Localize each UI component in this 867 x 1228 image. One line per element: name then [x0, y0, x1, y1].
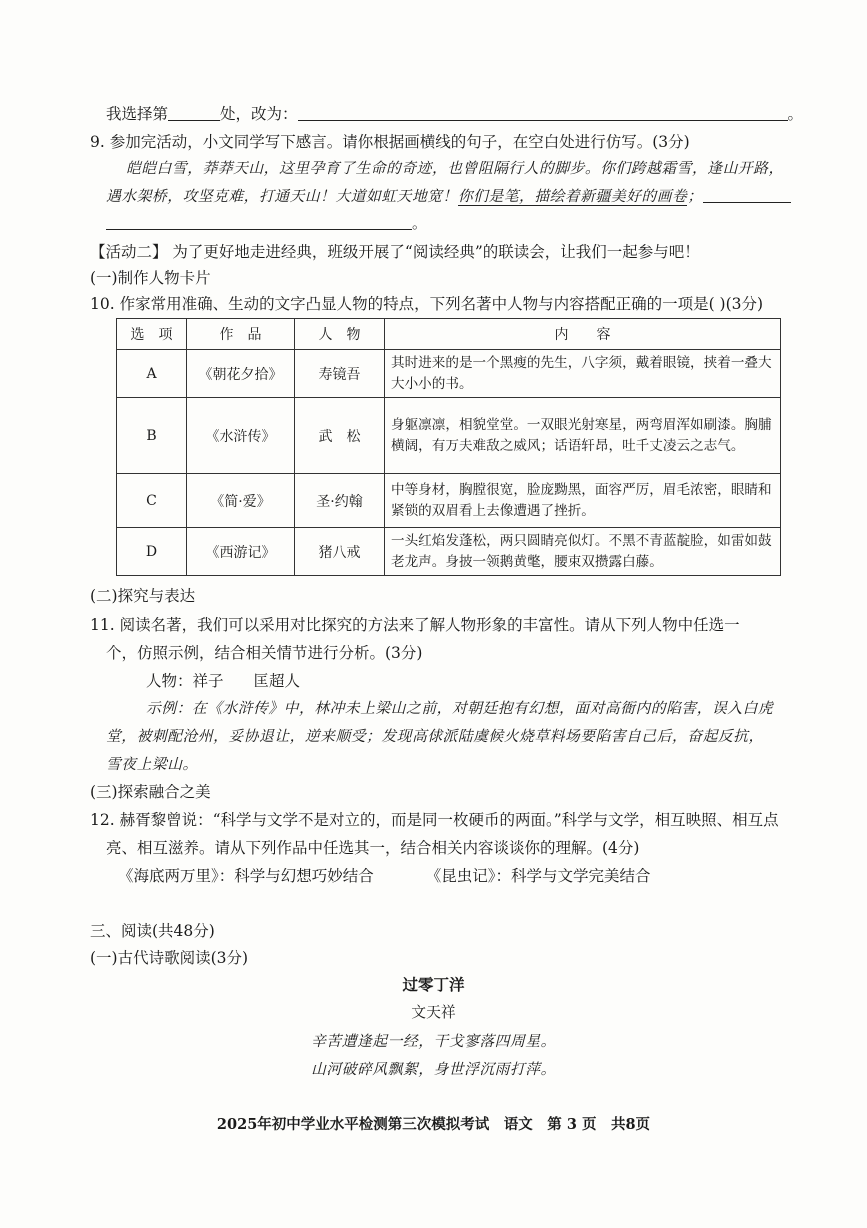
option-cell: A: [117, 350, 187, 398]
q9-stem: 9. 参加完活动，小文同学写下感言。请你根据画横线的句子，在空白处进行仿写。(3分): [90, 133, 690, 151]
q9-text-line: 皑皑白雪，莽莽天山，这里孕育了生命的奇迹，也曾阻隔行人的脚步。你们跨越霜雪，逢山开路，: [126, 160, 784, 177]
q8-answer-line: 我选择第 处，改为： 。: [106, 105, 804, 123]
q11-example: 雪夜上梁山。: [106, 756, 198, 773]
answer-blank[interactable]: [168, 104, 220, 121]
answer-blank[interactable]: [703, 186, 791, 203]
content-cell: 身躯凛凛，相貌堂堂。一双眼光射寒星，两弯眉浑如刷漆。胸脯横阔，有万夫难敌之威风；话语轩昂，吐千丈凌云之志气。: [385, 398, 781, 474]
work-cell: 《简·爱》: [187, 474, 295, 528]
content-cell: 其时进来的是一个黑瘦的先生，八字须，戴着眼镜，挟着一叠大大小小的书。: [385, 350, 781, 398]
option-cell: D: [117, 528, 187, 576]
table-row: [117, 528, 781, 576]
person-cell: 武 松: [295, 398, 385, 474]
poem-author: 文天祥: [411, 1004, 456, 1021]
q9-answer-line: 。: [106, 212, 427, 233]
activity-heading: 【活动二】 为了更好地走进经典，班级开展了“阅读经典”的联读会，让我们一起参与吧！: [90, 243, 700, 261]
section-heading: (二)探究与表达: [90, 587, 196, 605]
table-row: [117, 474, 781, 528]
poem-line: 山河破碎风飘絮，身世浮沉雨打萍。: [311, 1061, 556, 1078]
content-cell: 一头红焰发蓬松，两只圆睛亮似灯。不黑不青蓝靛脸，如雷如鼓老龙声。身披一领鹅黄氅，腰束双攒露白藤。: [385, 528, 781, 576]
header-cell: 内 容: [385, 319, 781, 350]
q12-stem: 12. 赫胥黎曾说：“科学与文学不是对立的，而是同一枚硬币的两面。”科学与文学，相互映照、相互点: [90, 811, 779, 829]
poem-title: 过零丁洋: [402, 975, 465, 994]
answer-blank[interactable]: [298, 104, 788, 121]
section-heading: (三)探索融合之美: [90, 783, 211, 801]
work-cell: 《朝花夕拾》: [187, 350, 295, 398]
work-cell: 《西游记》: [187, 528, 295, 576]
table-header-row: [117, 319, 781, 350]
q11-stem: 11. 阅读名著，我们可以采用对比探究的方法来了解人物形象的丰富性。请从下列人物中任选一: [90, 616, 740, 634]
q12-works: 《海底两万里》：科学与幻想巧妙结合 《昆虫记》：科学与文学完美结合: [118, 867, 651, 885]
person-cell: 寿镜吾: [295, 350, 385, 398]
header-cell: 人 物: [295, 319, 385, 350]
q10-table: [116, 318, 781, 576]
q10-stem: 10. 作家常用准确、生动的文字凸显人物的特点，下列名著中人物与内容搭配正确的一项是( )(3分): [90, 295, 764, 313]
work-cell: 《水浒传》: [187, 398, 295, 474]
underlined-sentence: 你们是笔，描绘着新疆美好的画卷: [457, 188, 688, 205]
section-heading: (一)制作人物卡片: [90, 269, 211, 287]
poem-line: 辛苦遭逢起一经，干戈寥落四周星。: [311, 1033, 556, 1050]
table-row: [117, 350, 781, 398]
section-heading: (一)古代诗歌阅读(3分): [90, 949, 249, 967]
header-cell: 选 项: [117, 319, 187, 350]
option-cell: B: [117, 398, 187, 474]
table-row: [117, 398, 781, 474]
option-cell: C: [117, 474, 187, 528]
q11-stem: 个，仿照示例，结合相关情节进行分析。(3分): [106, 644, 423, 662]
content-cell: 中等身材，胸膛很宽，脸庞黝黑，面容严厉，眉毛浓密，眼睛和紧锁的双眉看上去像遭遇了挫折。: [385, 474, 781, 528]
q11-example: 示例：在《水浒传》中，林冲未上梁山之前，对朝廷抱有幻想，面对高衙内的陷害，误入白虎: [146, 700, 774, 717]
q9-text-line: 遇水架桥，攻坚克难，打通天山！大道如虹天地宽！你们是笔，描绘着新疆美好的画卷；: [106, 185, 791, 206]
q12-stem: 亮、相互滋养。请从下列作品中任选其一，结合相关内容谈谈你的理解。(4分): [106, 839, 640, 857]
answer-blank[interactable]: [106, 213, 412, 230]
header-cell: 作 品: [187, 319, 295, 350]
q11-persons: 人物：祥子 匡超人: [146, 672, 301, 690]
person-cell: 圣·约翰: [295, 474, 385, 528]
page-footer: 2025年初中学业水平检测第三次模拟考试 语文 第 3 页 共8页: [216, 1116, 651, 1133]
person-cell: 猪八戒: [295, 528, 385, 576]
part-heading: 三、阅读(共48分): [90, 922, 215, 940]
q11-example: 堂，被刺配沧州，妥协退让，逆来顺受；发现高俅派陆虞候火烧草料场要陷害自己后，奋起反抗，: [106, 728, 764, 745]
